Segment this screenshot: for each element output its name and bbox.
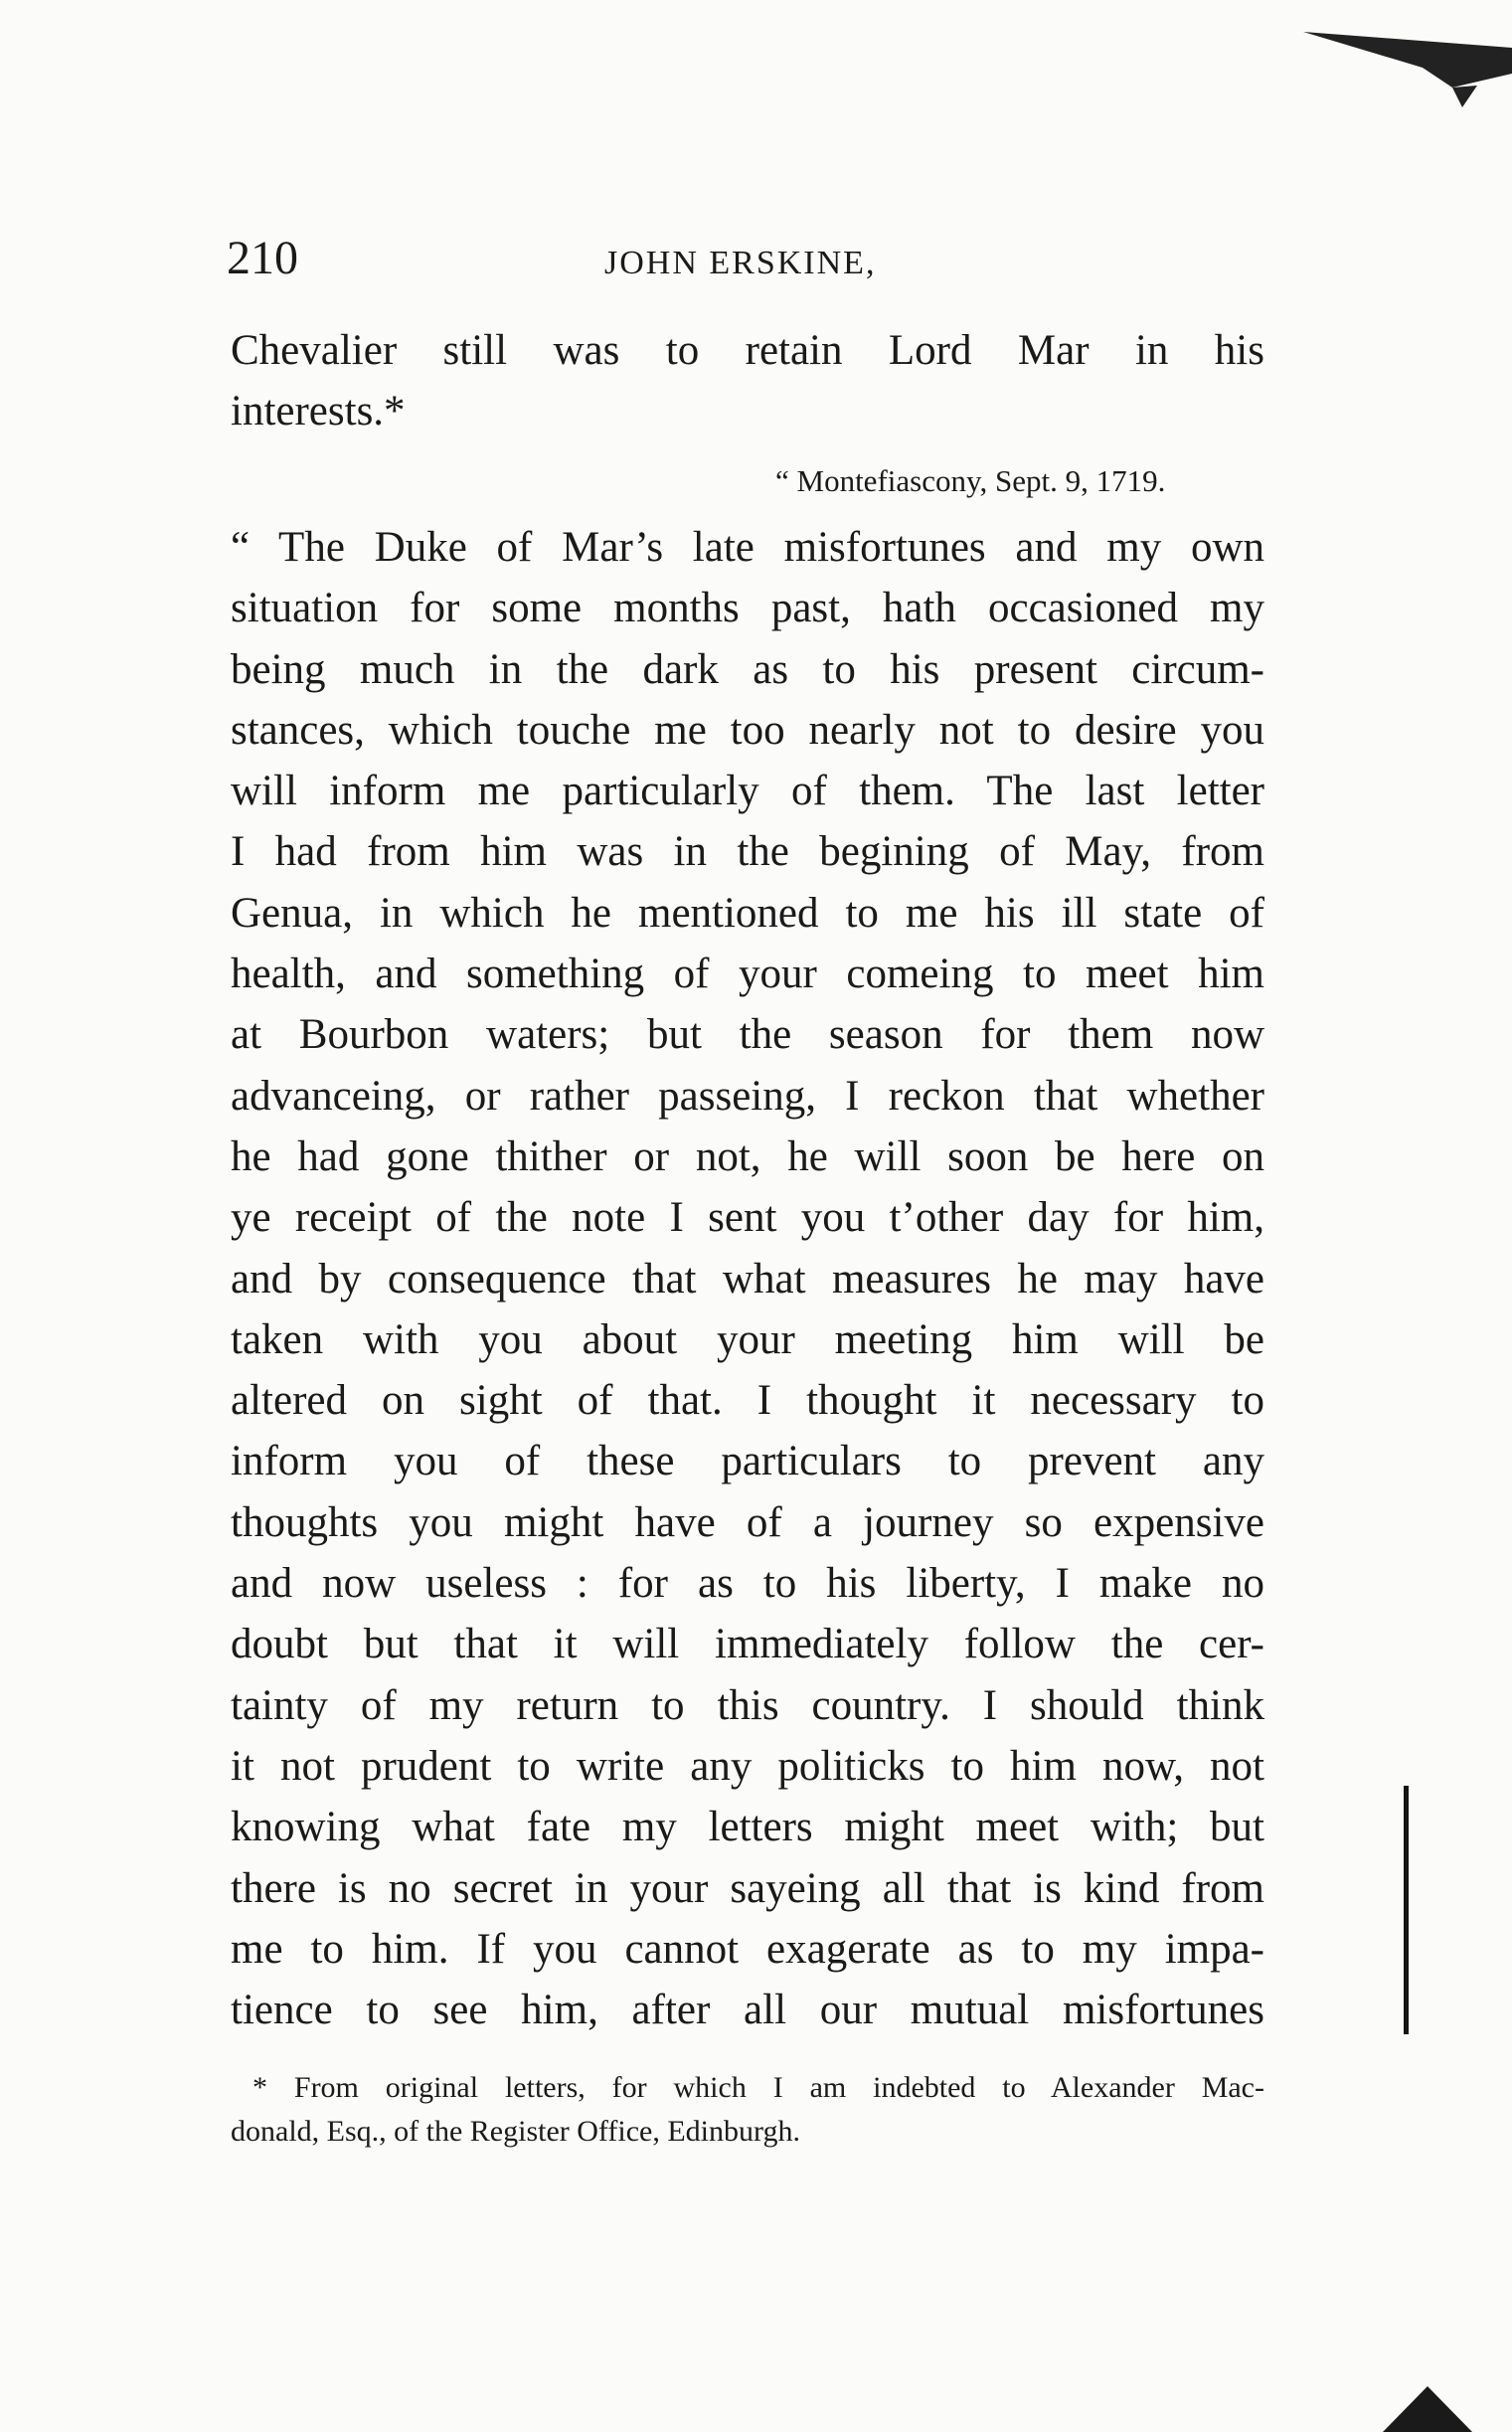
text-line: taken with you about your meeting him will be bbox=[231, 1315, 1264, 1363]
text-line: advanceing, or rather passeing, I reckon that whether bbox=[231, 1072, 1264, 1120]
text-line: knowing what fate my letters might meet with; but bbox=[231, 1804, 1264, 1851]
text-line: and by consequence that what measures he may have bbox=[231, 1255, 1264, 1303]
page-header bbox=[227, 231, 1260, 300]
text-line: interests.* bbox=[231, 388, 406, 434]
text-line: tience to see him, after all our mutual misfortunes bbox=[231, 1987, 1264, 2034]
text-line: tainty of my return to this country. I should think bbox=[231, 1681, 1264, 1729]
printer-mark-bottom-icon bbox=[1383, 2386, 1472, 2432]
text-line: there is no secret in your sayeing all that is kind from bbox=[231, 1864, 1264, 1912]
text-line: “ The Duke of Mar’s late misfortunes and my own bbox=[231, 524, 1264, 571]
text-line: doubt but that it will immediately follow the cer- bbox=[231, 1621, 1264, 1668]
text-line: altered on sight of that. I thought it necessary to bbox=[231, 1377, 1264, 1425]
printer-mark-top-icon bbox=[1303, 28, 1512, 107]
text-line: inform you of these particulars to prevent any bbox=[231, 1438, 1264, 1485]
text-line: me to him. If you cannot exagerate as to my impa- bbox=[231, 1925, 1264, 1973]
running-head: JOHN ERSKINE, bbox=[604, 245, 877, 281]
text-line: it not prudent to write any politicks to him now, not bbox=[231, 1742, 1264, 1790]
text-line: being much in the dark as to his present circum- bbox=[231, 645, 1264, 693]
text-line: will inform me particularly of them. The last letter bbox=[231, 768, 1264, 815]
text-line: situation for some months past, hath occasioned my bbox=[231, 585, 1264, 632]
text-line: and now useless : for as to his liberty, I make no bbox=[231, 1560, 1264, 1608]
text-line: Chevalier still was to retain Lord Mar in his bbox=[231, 327, 1264, 374]
footnote bbox=[231, 2066, 1264, 2154]
text-line: he had gone thither or not, he will soon be here on bbox=[231, 1132, 1264, 1180]
text-line: I had from him was in the begining of May, from bbox=[231, 828, 1264, 876]
opening-paragraph bbox=[231, 320, 1264, 441]
footnote-line: donald, Esq., of the Register Office, Edinburgh. bbox=[231, 2115, 800, 2148]
text-line: stances, which touche me too nearly not to desire you bbox=[231, 706, 1264, 754]
footnote-line: * From original letters, for which I am indebted to Alexander Mac- bbox=[252, 2071, 1264, 2104]
letter-dateline: “ Montefiascony, Sept. 9, 1719. bbox=[775, 463, 1166, 498]
text-line: at Bourbon waters; but the season for them now bbox=[231, 1011, 1264, 1059]
text-line: health, and something of your comeing to meet him bbox=[231, 951, 1264, 998]
text-line: Genua, in which he mentioned to me his ill state of bbox=[231, 889, 1264, 937]
margin-rule bbox=[1404, 1786, 1409, 2034]
page-number: 210 bbox=[227, 232, 298, 284]
text-line: thoughts you might have of a journey so expensive bbox=[231, 1498, 1264, 1546]
letter-body bbox=[231, 517, 1264, 2040]
text-line: ye receipt of the note I sent you t’other day for him, bbox=[231, 1194, 1264, 1242]
